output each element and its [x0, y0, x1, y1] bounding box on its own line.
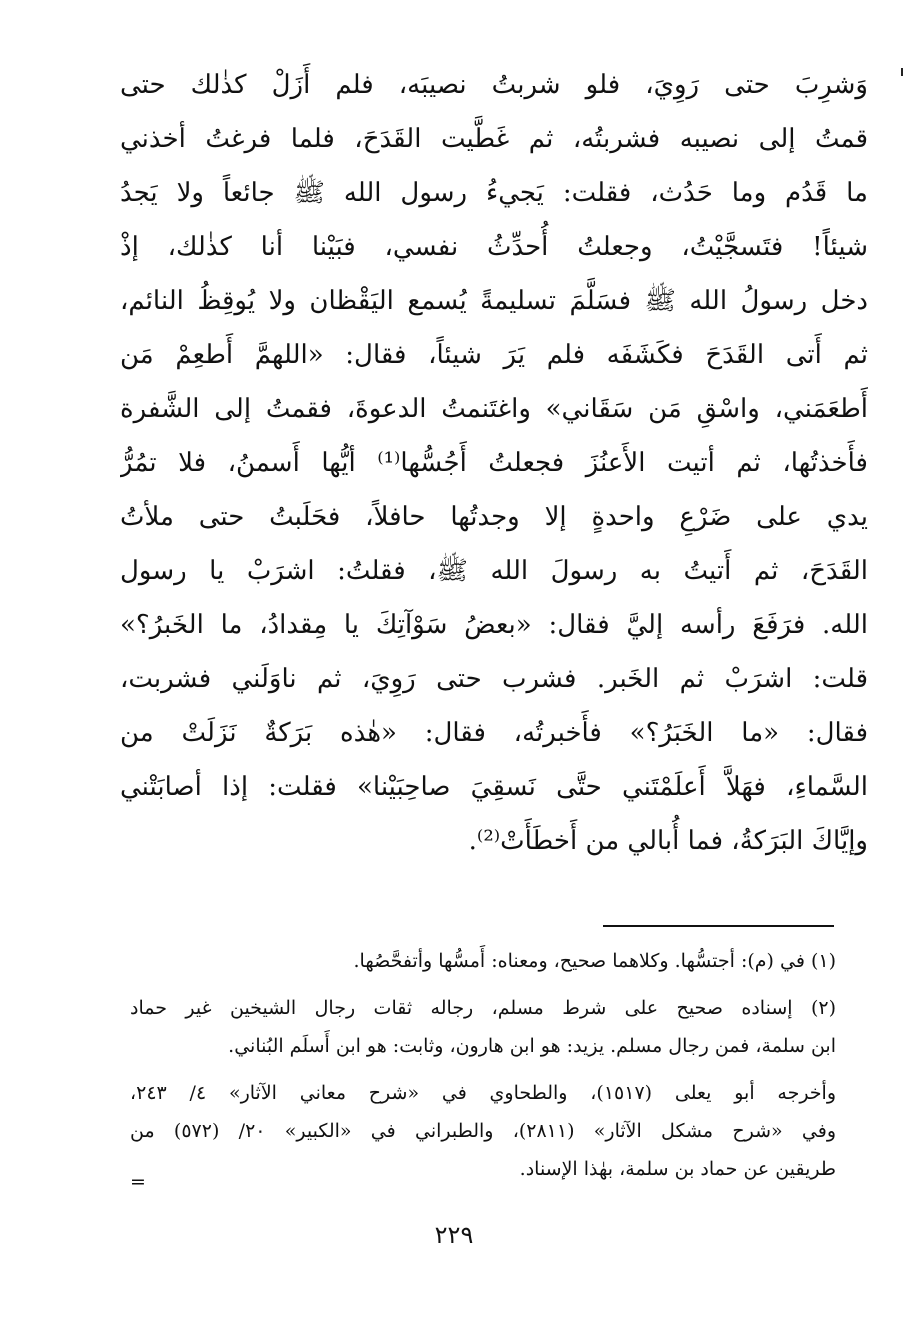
footnote-3-line: وأخرجه أبو يعلى (١٥١٧)، والطحاوي في «شرح معاني الآثار» ٤/ ٢٤٣،: [130, 1082, 836, 1104]
main-text-line: السَّماءِ، فهَلاَّ أَعلَمْتَني حتَّى نَسقِيَ صاحِبَيْنا» فقلت: إذا أصابَتْني: [120, 772, 868, 802]
main-text-line: فأَخذتُها، ثم أتيت الأَعنُزَ فجعلتُ أَجُسُّها⁽¹⁾ أيُّها أَسمنُ، فلا تمُرُّ: [120, 448, 868, 478]
footnote-2-line: ابن سلمة، فمن رجال مسلم. يزيد: هو ابن هارون، وثابت: هو ابن أَسلَم البُناني.: [228, 1035, 836, 1057]
footnote-2-line: (٢) إسناده صحيح على شرط مسلم، رجاله ثقات رجال الشيخين غير حماد: [130, 997, 836, 1019]
main-text-line: قمتُ إلى نصيبه فشربتُه، ثم غَطَّيت القَدَحَ، فلما فرغتُ أخذني: [120, 124, 868, 154]
footnote-1: (١) في (م): أجتسُّها. وكلاهما صحيح، ومعناه: أَمسُّها وأتفحَّصُها.: [353, 950, 836, 972]
main-text-line: وإيَّاكَ البَرَكةُ، فما أُبالي من أَخطَأَتْ⁽²⁾.: [468, 826, 868, 856]
page-edge-mark: [901, 68, 903, 76]
main-text-line: يدي على ضَرْعِ واحدةٍ إلا وجدتُها حافلاً، فحَلَبتُ حتى ملأتُ: [120, 502, 868, 532]
main-text-line: ثم أَتى القَدَحَ فكَشَفَه فلم يَرَ شيئاً، فقال: «اللهمَّ أَطعِمْ مَن: [120, 340, 868, 370]
main-text-line: ما قَدُم وما حَدُث، فقلت: يَجيءُ رسول الله ﷺ جائعاً ولا يَجدُ: [120, 178, 868, 208]
footnote-3-line: طريقين عن حماد بن سلمة، بهٰذا الإسناد.: [519, 1158, 836, 1180]
main-text-line: قلت: اشرَبْ ثم الخَبر. فشرب حتى رَوِيَ، ثم ناوَلَني فشربت،: [120, 664, 868, 694]
footnote-separator: [603, 925, 834, 927]
main-text-line: الله. فرَفَعَ رأسه إليَّ فقال: «بعضُ سَوْآتِكَ يا مِقدادُ، ما الخَبرُ؟»: [120, 610, 868, 640]
main-text-line: وَشرِبَ حتى رَوِيَ، فلو شربتُ نصيبَه، فلم أَزَلْ كذٰلك حتى: [120, 70, 868, 100]
main-text-line: دخل رسولُ الله ﷺ فسَلَّمَ تسليمةً يُسمع اليَقْظان ولا يُوقِظُ النائم،: [120, 286, 868, 316]
continuation-marker: =: [130, 1171, 146, 1193]
main-text-line: أَطعَمَني، واسْقِ مَن سَقَاني» واغتَنمتُ الدعوةَ، فقمتُ إلى الشَّفرة: [120, 394, 868, 424]
main-text-line: القَدَحَ، ثم أَتيتُ به رسولَ الله ﷺ، فقلتُ: اشرَبْ يا رسول: [120, 556, 868, 586]
main-text-line: فقال: «ما الخَبَرُ؟» فأَخبرتُه، فقال: «هٰذه بَرَكةٌ نَزَلَتْ من: [120, 718, 868, 748]
footnotes-block: [130, 942, 836, 1188]
page-number: ٢٢٩: [434, 1221, 474, 1249]
footnote-3-line: وفي «شرح مشكل الآثار» (٢٨١١)، والطبراني في «الكبير» ٢٠/ (٥٧٢) من: [130, 1120, 836, 1142]
main-text-line: شيئاً! فتَسجَّيْتُ، وجعلتُ أُحدِّثُ نفسي، فبَيْنا أنا كذٰلك، إذْ: [120, 232, 868, 262]
main-text-block: [120, 58, 868, 868]
